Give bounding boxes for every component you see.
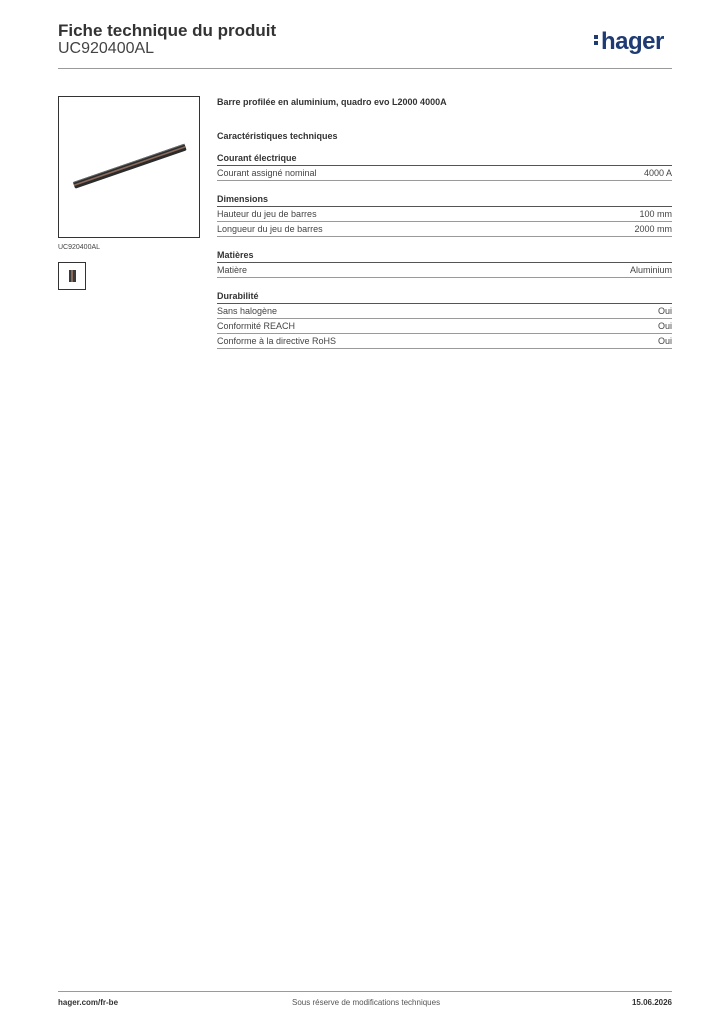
spec-value: 4000 A [643, 168, 672, 178]
spec-group-dimensions [217, 193, 672, 237]
spec-row [217, 334, 672, 349]
spec-group-durabilite [217, 290, 672, 349]
product-image [58, 96, 200, 238]
footer-divider [58, 991, 672, 992]
spec-group-title: Dimensions [217, 193, 672, 207]
spec-value: Oui [657, 336, 672, 346]
spec-row [217, 304, 672, 319]
spec-group-matieres [217, 249, 672, 278]
spec-group-title: Courant électrique [217, 152, 672, 166]
spec-value: 100 mm [639, 209, 672, 219]
footer-notice: Sous réserve de modifications techniques [292, 998, 441, 1007]
footer-date: 15.06.2026 [631, 998, 672, 1007]
spec-label: Matière [217, 265, 248, 275]
spec-value: Oui [657, 321, 672, 331]
section-heading: Caractéristiques techniques [217, 131, 338, 141]
page-title: Fiche technique du produit [58, 21, 277, 40]
spec-group-title: Durabilité [217, 290, 672, 304]
spec-value: 2000 mm [634, 224, 672, 234]
spec-row [217, 166, 672, 181]
header-divider [58, 68, 672, 69]
busbar-icon [59, 97, 199, 237]
spec-row [217, 222, 672, 237]
footer-website-link[interactable]: hager.com/fr-be [58, 998, 119, 1007]
spec-group-title: Matières [217, 249, 672, 263]
busbar-thumbnail-icon [59, 263, 85, 289]
product-description: Barre profilée en aluminium, quadro evo L2000 4000A [217, 97, 447, 107]
spec-label: Courant assigné nominal [217, 168, 317, 178]
spec-value: Oui [657, 306, 672, 316]
image-caption: UC920400AL [58, 244, 101, 251]
spec-row [217, 207, 672, 222]
spec-label: Conformité REACH [217, 321, 296, 331]
logo-dots-icon [594, 33, 599, 47]
spec-label: Longueur du jeu de barres [217, 224, 323, 234]
spec-row [217, 319, 672, 334]
technical-specs [217, 96, 672, 349]
spec-label: Sans halogène [217, 306, 278, 316]
spec-label: Conforme à la directive RoHS [217, 336, 337, 346]
hager-logo [594, 28, 664, 56]
spec-row [217, 263, 672, 278]
spec-label: Hauteur du jeu de barres [217, 209, 317, 219]
spec-group-courant [217, 152, 672, 181]
spec-value: Aluminium [629, 265, 672, 275]
product-reference: UC920400AL [58, 40, 155, 57]
logo-text: hager [601, 28, 664, 55]
product-thumbnail[interactable] [58, 262, 86, 290]
